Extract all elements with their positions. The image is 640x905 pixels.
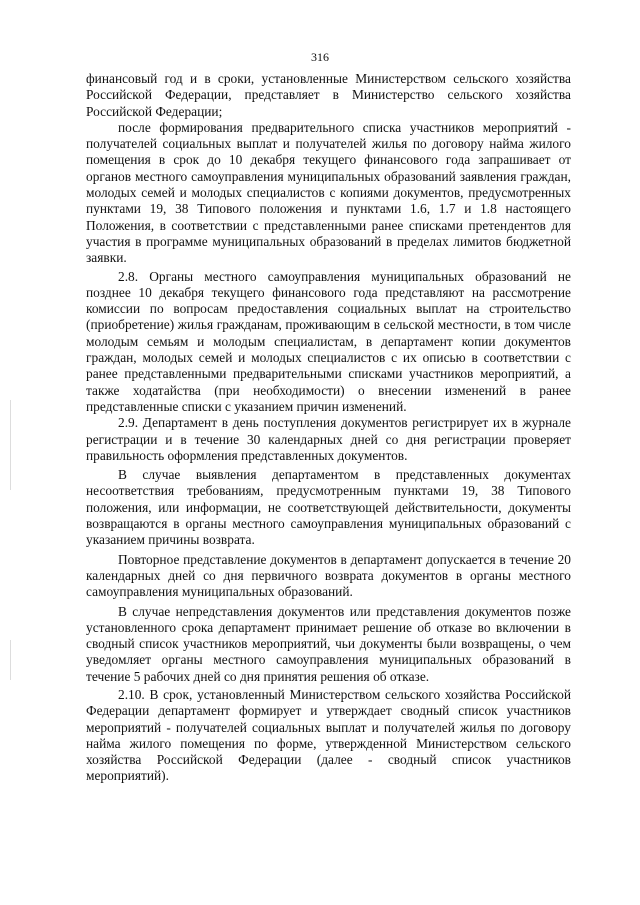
paragraph-resubmission: Повторное представление документов в департамент допускается в течение 20 календарных дней со дня первичного возврата документов в органы местного самоуправления муниципальных образований. (86, 551, 571, 600)
scan-margin-mark (10, 400, 11, 490)
paragraph-refusal: В случае непредставления документов или представления документов позже установленного срока департамент принимает решение об отказе во включении в сводный список участников мероприятий, чьи документы были возвращены, о чем уведомляет органы местного самоуправления муниципальных образований в течение 5 рабочих дней со дня принятия решения об отказе. (86, 603, 571, 684)
scan-margin-mark (10, 640, 11, 680)
paragraph-clause-2-10: 2.10. В срок, установленный Министерством сельского хозяйства Российской Федерации департамент формирует и утверждает сводный список участников мероприятий - получателей социальных выплат и получателей жилья по договору найма жилого помещения по форме, утвержденной Министерством сельского хозяйства Российской Федерации (далее - сводный список участников мероприятий). (86, 686, 571, 784)
paragraph-nonconformity: В случае выявления департаментом в представленных документах несоответствия требованиям, предусмотренным пунктами 19, 38 Типового положения, или информации, не соответствующей действительности, документы возвращаются в органы местного самоуправления муниципальных образований с указанием причины возврата. (86, 467, 571, 548)
document-body (86, 71, 571, 785)
paragraph-clause-2-9: 2.9. Департамент в день поступления документов регистрирует их в журнале регистрации и в течение 30 календарных дней со дня регистрации проверяет правильность оформления представленных документов. (86, 415, 571, 463)
page-number: 316 (311, 50, 329, 64)
paragraph-clause-2-8: 2.8. Органы местного самоуправления муниципальных образований не позднее 10 декабря текущего финансового года представляют на рассмотрение комиссии по вопросам предоставления социальных выплат на строительство (приобретение) жилья гражданам, проживающим в сельской местности, в том числе молодым семьям и молодым специалистам, в департамент копии документов граждан, молодых семей и молодых специалистов с их описью в соответствии с ранее представленными предварительными списками участников мероприятий, а также ходатайства (при необходимости) о внесении изменений в ранее представленные списки с указанием причин изменений. (86, 268, 571, 414)
paragraph-list-item: после формирования предварительного списка участников мероприятий - получателей социальных выплат и получателей жилья по договору найма жилого помещения в срок до 10 декабря текущего финансового года запрашивает от органов местного самоуправления муниципальных образований заявления граждан, молодых семей и молодых специалистов с копиями документов, предусмотренных пунктами 19, 38 Типового положения и пунктами 1.6, 1.7 и 1.8 настоящего Положения, в соответствии с представленными ранее списками претендентов для участия в программе муниципальных образований в пределах лимитов бюджетной заявки. (86, 119, 571, 266)
paragraph-continuation: финансовый год и в сроки, установленные Министерством сельского хозяйства Российской Федерации, представляет в Министерство сельского хозяйства Российской Федерации; (86, 71, 571, 119)
